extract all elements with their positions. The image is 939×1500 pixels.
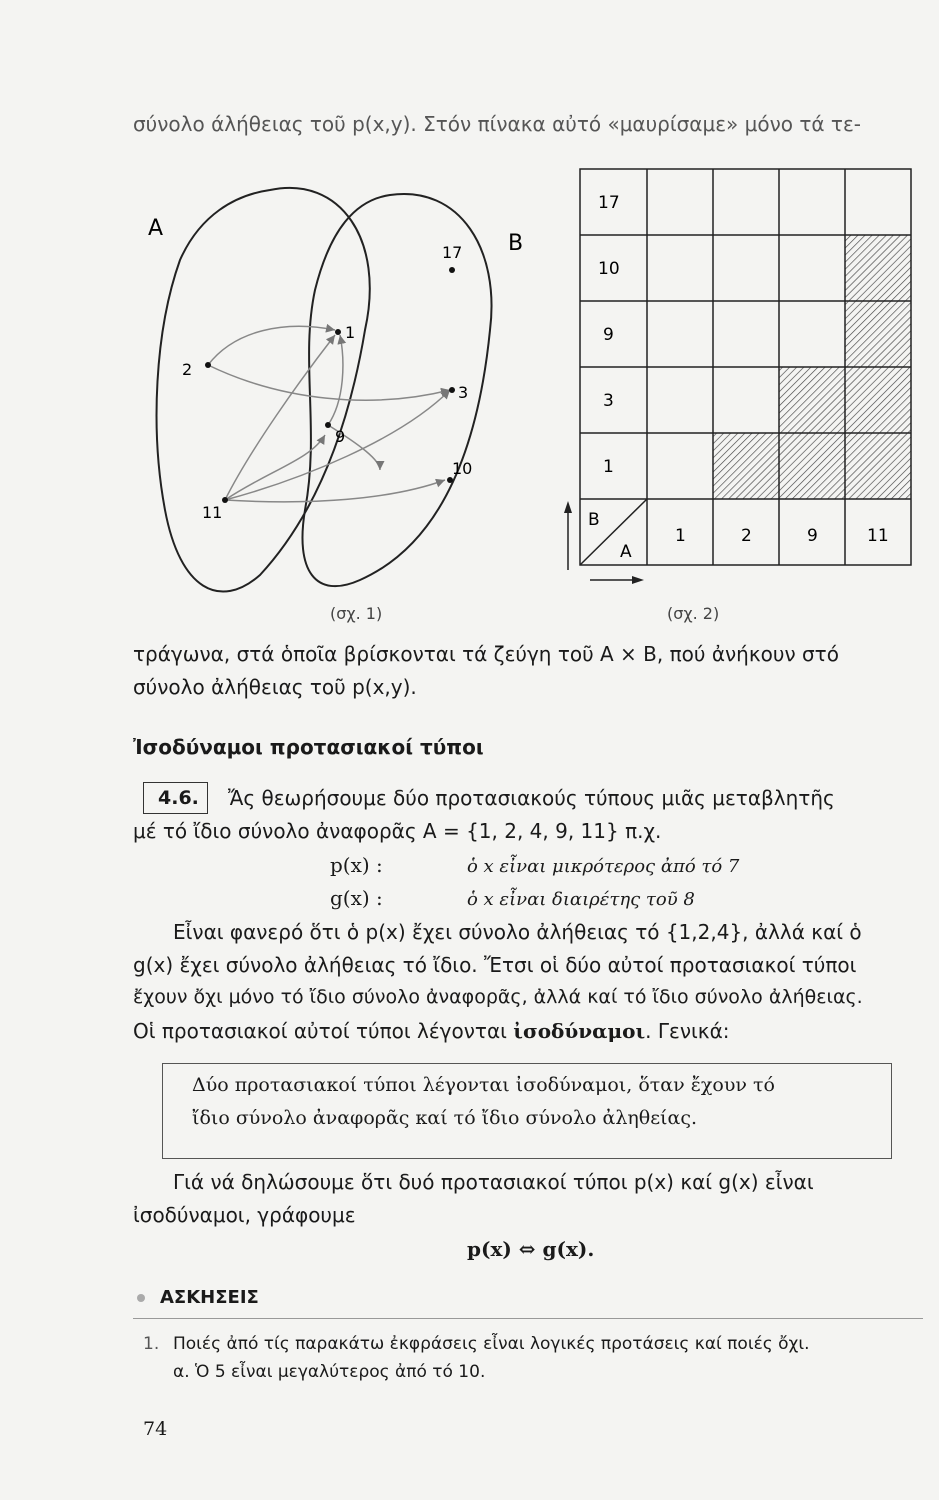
after-fig-line-2: σύνολο ἀλήθειας τοῦ p(x,y). — [133, 675, 417, 699]
row-label-10: 10 — [598, 259, 620, 279]
formula-g-lhs: g(x) : — [330, 886, 383, 910]
body-line-1: Εἶναι φανερό ὅτι ὁ p(x) ἔχει σύνολο ἀλήθειας τό {1,2,4}, ἀλλά καί ὁ — [173, 920, 862, 944]
after-fig-line-1: τράγωνα, στά ὁποῖα βρίσκονται τά ζεύγη τοῦ A × B, πού ἀνήκουν στό — [133, 642, 839, 666]
point-17 — [449, 267, 455, 273]
exercises-title: ΑΣΚΗΣΕΙΣ — [160, 1287, 259, 1308]
notation-line-1: Γιά νά δηλώσουμε ὅτι δυό προτασιακοί τύποι p(x) καί g(x) εἶναι — [173, 1170, 814, 1194]
point-label-11: 11 — [202, 503, 223, 522]
point-label-17: 17 — [442, 243, 463, 262]
formula-p-rhs: ὁ x εἶναι μικρότερος ἀπό τό 7 — [467, 856, 740, 877]
figure-1-caption: (σχ. 1) — [330, 604, 383, 623]
shaded-cell-11-1 — [845, 433, 911, 499]
exercises-divider — [133, 1318, 923, 1319]
shaded-cell-11-9 — [845, 301, 911, 367]
row-label-1: 1 — [603, 457, 614, 477]
definition-line-1: Δύο προτασιακοί τύποι λέγονται ἰσοδύναμοι, ὅταν ἔχουν τό — [192, 1074, 775, 1096]
point-label-10: 10 — [452, 459, 473, 478]
point-3 — [449, 387, 455, 393]
row-label-9: 9 — [603, 325, 614, 345]
arrow-11-to-1 — [225, 335, 335, 500]
shaded-cell-9-1 — [779, 433, 845, 499]
body-line-4-end: . Γενικά: — [645, 1019, 730, 1043]
body-line-4-text: Οἱ προτασιακοί αὐτοί τύποι λέγονται — [133, 1019, 514, 1043]
shaded-cell-2-1 — [713, 433, 779, 499]
set-a-boundary — [157, 188, 370, 592]
exercise-sub: α. Ὁ 5 εἶναι μεγαλύτερος ἀπό τό 10. — [173, 1362, 486, 1382]
figure-1-diagram — [140, 180, 530, 600]
point-label-1: 1 — [345, 323, 356, 342]
shaded-cell-9-3 — [779, 367, 845, 433]
point-11 — [222, 497, 228, 503]
formula-g-rhs: ὁ x εἶναι διαιρέτης τοῦ 8 — [467, 889, 695, 910]
arrow-2-to-3 — [208, 365, 450, 400]
para-number: 4.6. — [158, 787, 199, 809]
shaded-cell-11-10 — [845, 235, 911, 301]
col-label-2: 2 — [741, 526, 752, 546]
point-label-2: 2 — [182, 360, 193, 379]
point-9 — [325, 422, 331, 428]
point-label-3: 3 — [458, 383, 469, 402]
col-label-11: 11 — [867, 526, 889, 546]
body-line-2: g(x) ἔχει σύνολο ἀλήθειας τό ἴδιο. Ἔτσι οἱ δύο αὐτοί προτασιακοί τύποι — [133, 953, 857, 977]
point-label-9: 9 — [335, 427, 346, 446]
bullet-icon — [137, 1294, 145, 1302]
section-title: Ἰσοδύναμοι προτασιακοί τύποι — [133, 735, 484, 759]
page-number: 74 — [143, 1418, 168, 1440]
equivalence-formula: p(x) ⇔ g(x). — [467, 1237, 595, 1261]
point-1 — [335, 329, 341, 335]
definition-line-2: ἴδιο σύνολο ἀναφορᾶς καί τό ἴδιο σύνολο ἀληθείας. — [192, 1107, 698, 1129]
row-label-3: 3 — [603, 391, 614, 411]
figure-2-grid — [560, 165, 920, 595]
body-line-3: ἔχουν ὄχι μόνο τό ἴδιο σύνολο ἀναφορᾶς, ἀλλά καί τό ἴδιο σύνολο ἀλήθειας. — [133, 986, 863, 1008]
col-label-1: 1 — [675, 526, 686, 546]
corner-label-a: A — [620, 542, 632, 562]
corner-label-b: B — [588, 510, 600, 530]
figure-2-caption: (σχ. 2) — [667, 604, 720, 623]
row-label-17: 17 — [598, 193, 620, 213]
shaded-cell-11-3 — [845, 367, 911, 433]
top-line: σύνολο άλήθειας τοῦ p(x,y). Στόν πίνακα αὐτό «μαυρίσαμε» μόνο τά τε- — [133, 112, 861, 136]
exercise-number: 1. — [143, 1334, 160, 1354]
arrow-9-to-1 — [328, 335, 343, 425]
para-second-line: μέ τό ἴδιο σύνολο ἀναφορᾶς A = {1, 2, 4, 9, 11} π.χ. — [133, 819, 662, 843]
exercise-line: Ποιές ἀπό τίς παρακάτω ἐκφράσεις εἶναι λογικές προτάσεις καί ποιές ὄχι. — [173, 1334, 810, 1354]
notation-line-2: ἰσοδύναμοι, γράφουμε — [133, 1203, 356, 1227]
body-line-4 — [133, 1019, 730, 1043]
formula-p-lhs: p(x) : — [330, 853, 383, 877]
para-first-line: Ἄς θεωρήσουμε δύο προτασιακούς τύπους μιᾶς μεταβλητῆς — [228, 786, 835, 810]
point-2 — [205, 362, 211, 368]
set-a-label: A — [148, 216, 164, 241]
bold-term: ἰσοδύναμοι — [513, 1019, 646, 1043]
set-b-label: B — [508, 231, 524, 256]
col-label-9: 9 — [807, 526, 818, 546]
